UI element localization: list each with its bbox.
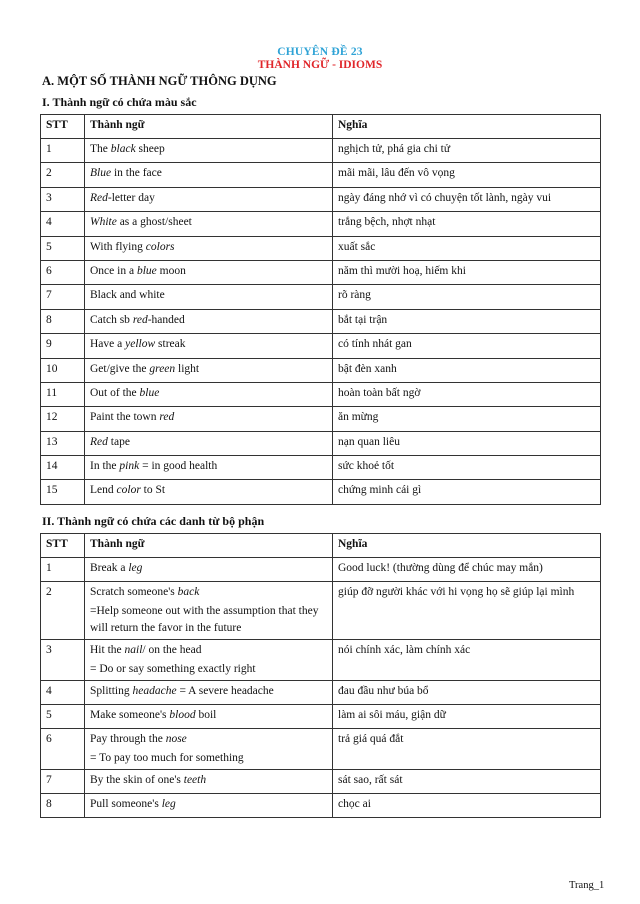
- idiom-cell: [85, 309, 333, 333]
- idiom-text: [90, 731, 327, 748]
- idiom-keyword: Blue: [90, 167, 112, 180]
- table-row: [41, 456, 601, 480]
- header-meaning: Nghĩa: [333, 534, 601, 558]
- header-idiom: Thành ngữ: [85, 534, 333, 558]
- idiom-text: [90, 361, 327, 378]
- table-header-row: [41, 534, 601, 558]
- meaning-cell: rõ ràng: [333, 285, 601, 309]
- idiom-fragment: Lend: [90, 484, 117, 497]
- table-row: [41, 729, 601, 770]
- idiom-keyword: blood: [169, 709, 196, 721]
- meaning-cell: ăn mừng: [333, 407, 601, 431]
- idiom-cell: [85, 407, 333, 431]
- idiom-text: [90, 434, 327, 451]
- idiom-definition: = Do or say something exactly right: [90, 663, 256, 675]
- table-row: [41, 285, 601, 309]
- idiom-keyword: headache: [132, 685, 177, 697]
- idiom-cell: [85, 640, 333, 681]
- header-meaning: Nghĩa: [333, 115, 601, 139]
- header-stt: STT: [41, 115, 85, 139]
- meaning-cell: trắng bệch, nhợt nhạt: [333, 212, 601, 236]
- table-row: [41, 681, 601, 705]
- idiom-fragment: streak: [155, 338, 186, 351]
- meaning-cell: nói chính xác, làm chính xác: [333, 640, 601, 681]
- meaning-cell: chứng minh cái gì: [333, 480, 601, 504]
- table-row: [41, 770, 601, 794]
- table-row: [41, 558, 601, 582]
- table-row: [41, 358, 601, 382]
- idiom-cell: [85, 358, 333, 382]
- idiom-keyword: black: [110, 143, 136, 155]
- idiom-fragment: boil: [195, 709, 217, 721]
- table-row: [41, 407, 601, 431]
- row-number: 13: [41, 431, 85, 455]
- idiom-fragment: in the face: [111, 167, 162, 180]
- idiom-keyword: teeth: [183, 774, 207, 786]
- section-a-heading: A. MỘT SỐ THÀNH NGỮ THÔNG DỤNG: [42, 74, 277, 88]
- header-idiom: Thành ngữ: [85, 115, 333, 139]
- row-number: 7: [41, 770, 85, 794]
- idiom-keyword: colors: [145, 240, 175, 253]
- idiom-fragment: With flying: [90, 240, 146, 253]
- idiom-fragment: Splitting: [90, 685, 133, 697]
- body-idioms-table: [40, 533, 601, 818]
- idiom-keyword: blue: [139, 386, 160, 399]
- header-stt: STT: [41, 534, 85, 558]
- row-number: 14: [41, 456, 85, 480]
- row-number: 5: [41, 236, 85, 260]
- idiom-cell: [85, 480, 333, 504]
- idiom-fragment: By the skin of one's: [90, 774, 184, 786]
- idiom-keyword: leg: [128, 562, 143, 574]
- idiom-keyword: nail: [124, 644, 143, 656]
- table-row: [41, 187, 601, 211]
- idiom-text: [90, 683, 327, 700]
- meaning-cell: bật đèn xanh: [333, 358, 601, 382]
- idiom-fragment: moon: [156, 264, 186, 277]
- idiom-keyword: Red: [90, 191, 108, 204]
- idiom-cell: [85, 334, 333, 358]
- meaning-cell: có tính nhát gan: [333, 334, 601, 358]
- meaning-cell: nạn quan liêu: [333, 431, 601, 455]
- table-row: [41, 309, 601, 333]
- idiom-cell: [85, 558, 333, 582]
- table-row: [41, 480, 601, 504]
- table-row: [41, 334, 601, 358]
- idiom-fragment: / on the head: [142, 644, 202, 656]
- row-number: 6: [41, 729, 85, 770]
- idiom-keyword: yellow: [125, 338, 156, 351]
- meaning-cell: sức khoẻ tốt: [333, 456, 601, 480]
- idiom-text: [90, 772, 327, 789]
- idiom-text: [90, 642, 327, 659]
- meaning-cell: giúp đỡ người khác với hi vọng họ sẽ giúp lại mình: [333, 582, 601, 640]
- idiom-fragment: Get/give the: [90, 362, 150, 375]
- idiom-text: [90, 190, 327, 207]
- row-number: 5: [41, 705, 85, 729]
- idiom-cell: [85, 456, 333, 480]
- idiom-fragment: The: [90, 143, 111, 155]
- idiom-fragment: -letter day: [107, 191, 155, 204]
- idiom-keyword: green: [149, 362, 176, 375]
- table-row: [41, 431, 601, 455]
- table-row: [41, 382, 601, 406]
- idiom-text: [90, 287, 327, 304]
- row-number: 11: [41, 382, 85, 406]
- section-1-heading: I. Thành ngữ có chứa màu sắc: [42, 95, 197, 109]
- idiom-fragment: sheep: [135, 143, 165, 155]
- table-row: [41, 582, 601, 640]
- meaning-cell: bắt tại trận: [333, 309, 601, 333]
- idiom-cell: [85, 163, 333, 187]
- title-heading: THÀNH NGỮ - IDIOMS: [257, 59, 383, 71]
- row-number: 15: [41, 480, 85, 504]
- idiom-fragment: Catch sb: [90, 313, 133, 326]
- row-number: 4: [41, 681, 85, 705]
- idiom-fragment: as a ghost/sheet: [116, 216, 192, 229]
- row-number: 6: [41, 260, 85, 284]
- idiom-definition: =Help someone out with the assumption that they will return the favor in the future: [90, 605, 319, 634]
- meaning-cell: Good luck! (thường dùng để chúc may mắn): [333, 558, 601, 582]
- idiom-text: [90, 165, 327, 182]
- page-number: Trang_1: [569, 880, 605, 891]
- idiom-definition: = To pay too much for something: [90, 752, 244, 764]
- idiom-fragment: tape: [107, 435, 130, 448]
- idiom-fragment: Make someone's: [90, 709, 170, 721]
- idiom-keyword: color: [116, 484, 141, 497]
- idiom-text: [90, 312, 327, 329]
- idiom-text: [90, 707, 327, 724]
- idiom-fragment: -handed: [147, 313, 185, 326]
- idiom-cell: [85, 705, 333, 729]
- row-number: 3: [41, 640, 85, 681]
- idiom-keyword: nose: [165, 733, 187, 745]
- idiom-text: [90, 584, 327, 601]
- idiom-text: [90, 263, 327, 280]
- idiom-fragment: Hit the: [90, 644, 125, 656]
- row-number: 9: [41, 334, 85, 358]
- topic-heading: CHUYÊN ĐỀ 23: [277, 46, 363, 58]
- idiom-keyword: leg: [161, 798, 176, 810]
- table-row: [41, 260, 601, 284]
- row-number: 1: [41, 558, 85, 582]
- idiom-fragment: = A severe headache: [176, 685, 274, 697]
- idiom-fragment: Paint the town: [90, 411, 160, 424]
- idiom-text: [90, 385, 327, 402]
- idiom-cell: [85, 285, 333, 309]
- meaning-cell: ngày đáng nhớ vì có chuyện tốt lành, ngày vui: [333, 187, 601, 211]
- idiom-fragment: = in good health: [139, 460, 218, 473]
- idiom-cell: [85, 681, 333, 705]
- meaning-cell: sát sao, rất sát: [333, 770, 601, 794]
- idiom-keyword: Red: [90, 435, 108, 448]
- idiom-cell: [85, 212, 333, 236]
- meaning-cell: mãi mãi, lâu đến vô vọng: [333, 163, 601, 187]
- idiom-cell: [85, 382, 333, 406]
- idiom-text: [90, 239, 327, 256]
- row-number: 3: [41, 187, 85, 211]
- idiom-cell: [85, 236, 333, 260]
- meaning-cell: trả giá quá đắt: [333, 729, 601, 770]
- idiom-text: [90, 141, 327, 158]
- idiom-cell: [85, 582, 333, 640]
- idiom-cell: [85, 139, 333, 163]
- idiom-cell: [85, 729, 333, 770]
- idiom-text: [90, 482, 327, 499]
- idiom-fragment: Pull someone's: [90, 798, 162, 810]
- meaning-cell: làm ai sôi máu, giận dữ: [333, 705, 601, 729]
- idiom-fragment: light: [175, 362, 200, 375]
- idiom-keyword: back: [177, 586, 200, 598]
- idiom-fragment: Scratch someone's: [90, 586, 178, 598]
- idiom-fragment: Black and white: [90, 289, 165, 302]
- table-row: [41, 139, 601, 163]
- row-number: 1: [41, 139, 85, 163]
- idiom-fragment: Have a: [90, 338, 126, 351]
- idiom-text: [90, 214, 327, 231]
- table-row: [41, 212, 601, 236]
- meaning-cell: hoàn toàn bất ngờ: [333, 382, 601, 406]
- idiom-text: [90, 458, 327, 475]
- idiom-cell: [85, 770, 333, 794]
- meaning-cell: chọc ai: [333, 794, 601, 818]
- idiom-fragment: Break a: [90, 562, 129, 574]
- idiom-cell: [85, 260, 333, 284]
- row-number: 12: [41, 407, 85, 431]
- idiom-cell: [85, 187, 333, 211]
- idiom-text: [90, 336, 327, 353]
- idiom-keyword: White: [90, 216, 117, 229]
- idiom-fragment: to St: [140, 484, 166, 497]
- idiom-fragment: Out of the: [90, 386, 140, 399]
- row-number: 7: [41, 285, 85, 309]
- idiom-keyword: red: [132, 313, 148, 326]
- idiom-text: [90, 409, 327, 426]
- meaning-cell: nghịch tử, phá gia chi tử: [333, 139, 601, 163]
- idiom-fragment: Once in a: [90, 264, 137, 277]
- table-row: [41, 705, 601, 729]
- idiom-keyword: pink: [119, 460, 140, 473]
- row-number: 2: [41, 163, 85, 187]
- idiom-text: [90, 796, 327, 813]
- idiom-fragment: In the: [90, 460, 120, 473]
- table-row: [41, 640, 601, 681]
- idiom-fragment: Pay through the: [90, 733, 166, 745]
- idiom-cell: [85, 431, 333, 455]
- meaning-cell: đau đầu như búa bổ: [333, 681, 601, 705]
- row-number: 10: [41, 358, 85, 382]
- idiom-text: [90, 560, 327, 577]
- table-row: [41, 163, 601, 187]
- table-row: [41, 794, 601, 818]
- meaning-cell: năm thì mười hoạ, hiếm khi: [333, 260, 601, 284]
- row-number: 8: [41, 309, 85, 333]
- row-number: 4: [41, 212, 85, 236]
- idiom-keyword: blue: [136, 264, 157, 277]
- row-number: 2: [41, 582, 85, 640]
- colors-idioms-table: [40, 114, 601, 505]
- row-number: 8: [41, 794, 85, 818]
- table-row: [41, 236, 601, 260]
- meaning-cell: xuất sắc: [333, 236, 601, 260]
- section-2-heading: II. Thành ngữ có chứa các danh từ bộ phận: [42, 514, 265, 528]
- idiom-keyword: red: [159, 411, 175, 424]
- idiom-cell: [85, 794, 333, 818]
- table-header-row: [41, 115, 601, 139]
